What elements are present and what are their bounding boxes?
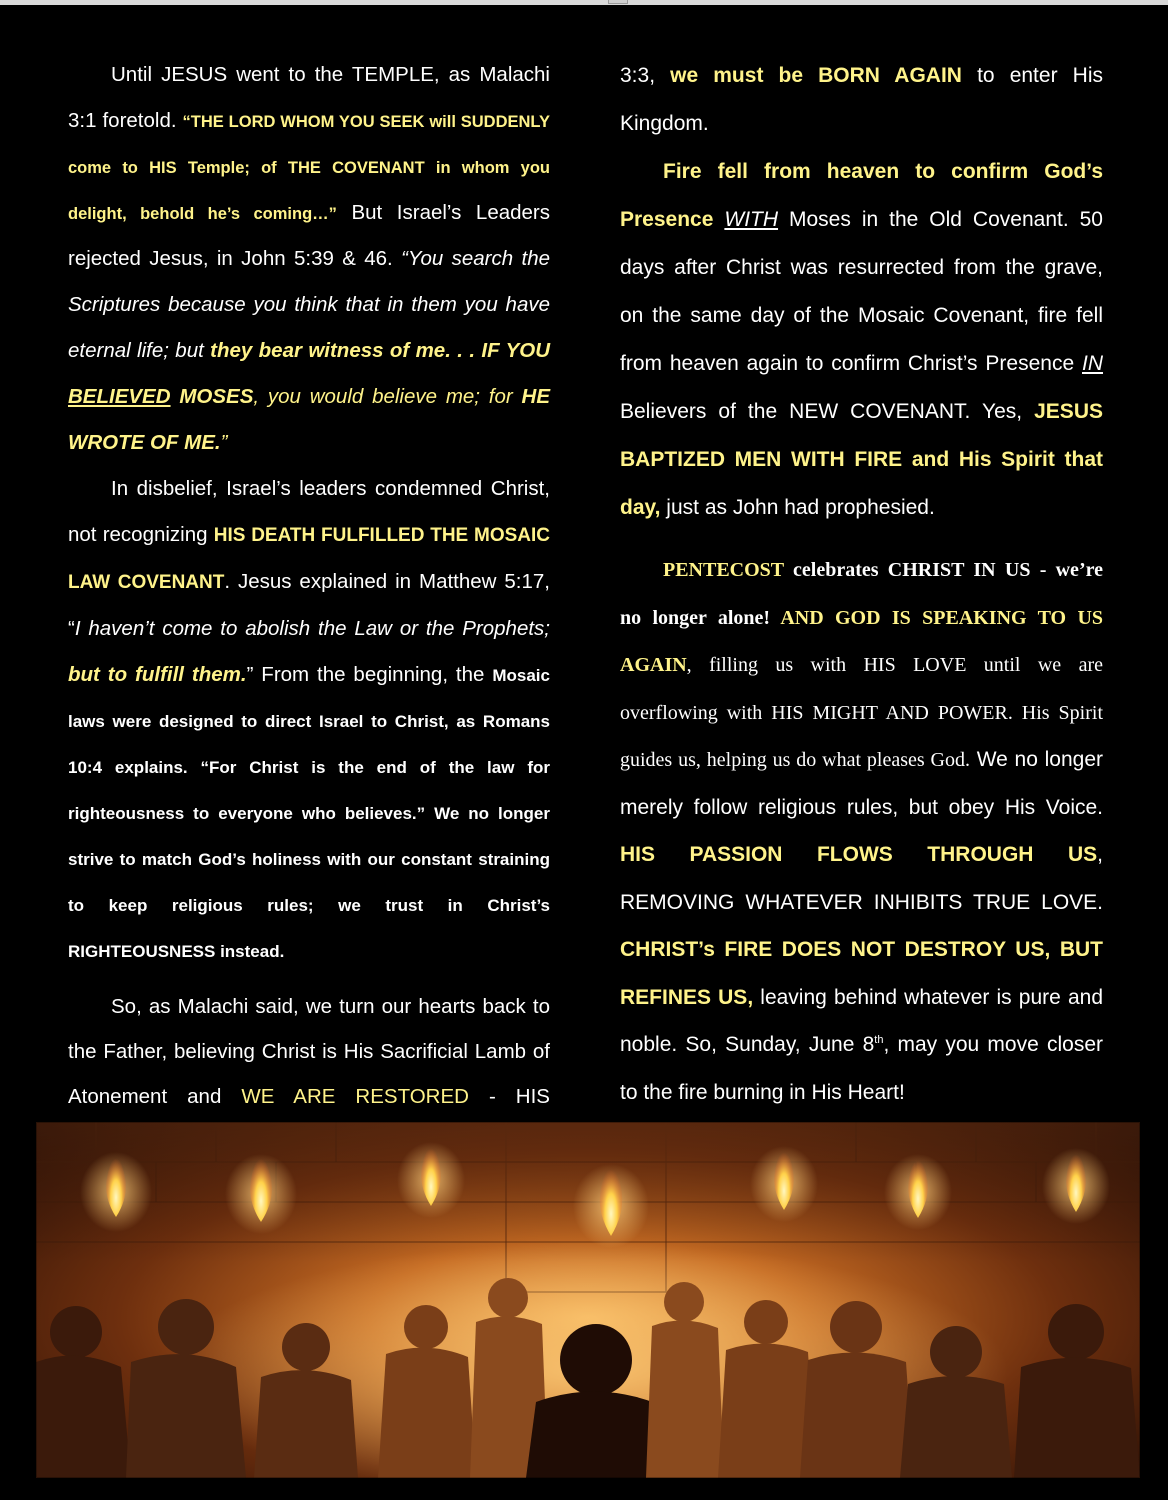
text-run: I haven’t come to abolish the Law or the Prophets; [74,617,550,640]
text-run: celebrates CHRIST IN US - we’re no longer alone! [620,559,1103,629]
flame-icon [1042,1148,1110,1224]
text-run: “You search the Scriptures because you think that in them you have eternal life; but [68,247,551,362]
text-run: WE ARE RESTORED [241,1085,469,1108]
text-run: But Israel’s Leaders rejected Jesus, in John 5:39 & 46. [68,201,550,270]
text-run: they bear witness of me. . . IF YOU [210,339,550,362]
flame-icon [884,1154,952,1230]
pentecost-scene [36,1122,1140,1478]
text-run: we must be BORN AGAIN [670,64,962,87]
top-ruler [0,0,1168,5]
text-run: just as John had prophesied. [660,496,935,519]
text-run: leaving behind whatever is pure and noble. So, Sunday, June 8 [620,985,1103,1056]
page-marker [608,0,628,4]
text-run: “THE [182,113,229,131]
text-run [713,208,724,231]
text-run: WITH [724,208,779,231]
text-run: ” [220,431,228,454]
text-run: IN [1082,352,1103,375]
text-run: Believers of the NEW COVENANT. Yes, [620,400,1035,423]
flame-icon [397,1142,465,1218]
paragraph-malachi [68,52,550,466]
text-run: Mosaic laws were designed to direct Israel to Christ, as Romans 10:4 explains. “For Christ is the end of the law for righteousness to everyone who believes.” We no longer strive to match God’s holiness with our constant straining to keep religious rules; we trust in Christ’s RIGHTEOUSNESS instead. [68,666,550,961]
paragraph-fire-fell [620,148,1103,532]
right-column [620,52,1103,1116]
text-run: HIS [149,159,177,177]
text-run: Temple; of [176,159,288,177]
paragraph-pentecost [620,546,1103,1116]
text-run: th [874,1034,884,1046]
text-run: 3:3, [620,64,671,87]
text-run: HIS PASSION FLOWS THROUGH US [620,843,1098,866]
figure [36,1306,131,1478]
text-run: JESUS BAPTIZED MEN WITH FIRE and His Spirit that day, [620,400,1103,519]
left-column [68,52,550,1164]
text-run: PENTECOST [663,559,784,581]
text-run: ” From the beginning, the [246,663,493,686]
text-run: LORD WHOM YOU SEEK [228,113,425,131]
figure [1014,1304,1140,1478]
text-run: Until JESUS went to the TEMPLE, as Malachi 3:1 foretold. [68,63,550,132]
text-run: to enter His Kingdom. [620,64,1103,135]
text-run: THE COVENANT [287,159,425,177]
text-run: We no longer merely follow religious rules, but obey His Voice. [620,748,1103,819]
text-run: in whom you delight, behold he’s coming…” [68,159,550,223]
paragraph-disbelief [68,466,550,974]
text-run: - HIS [488,1085,550,1108]
text-run: , REMOVING WHATEVER INHIBITS TRUE LOVE. [620,843,1103,914]
flame-icon [750,1146,818,1222]
text-run: In disbelief, Israel’s leaders condemned Christ, not recognizing [68,477,550,546]
flame-icon [80,1152,152,1232]
text-run: , may you move closer to the fire burning in His Heart! [620,1033,1103,1104]
text-run: , you would believe me; for [253,385,522,408]
text-run: CHRIST’s FIRE DOES NOT DESTROY US, BUT REFINES US, [620,938,1103,1009]
text-run: will SUDDENLY come to [68,113,551,177]
text-run: HIS DEATH FULFILLED THE MOSAIC LAW COVENANT [68,525,551,593]
text-run: Fire fell from heaven to confirm God’s Presence [620,160,1103,231]
text-run: , filling us with HIS LOVE until we are overflowing with HIS MIGHT AND POWER. His Spirit guides us, helping us do what pleases God. [620,654,1103,771]
text-run: AND GOD IS SPEAKING TO US AGAIN [620,606,1104,676]
text-run: MOSES [170,385,254,408]
pentecost-illustration [36,1122,1140,1478]
text-run: So, as Malachi said, we turn our hearts back to the Father, believing Christ is His Sacrificial Lamb of Atonement and [68,995,550,1108]
paragraph-born-again [620,52,1103,148]
text-run: Moses in the Old Covenant. 50 days after Christ was resurrected from the grave, on the same day of the Mosaic Covenant, fire fell from heaven again to confirm Christ’s Presence [620,208,1103,375]
text-run: . Jesus explained in Matthew 5:17, “ [68,570,550,640]
text-run: HE WROTE OF ME. [68,385,550,454]
text-run: BELIEVED [68,385,171,408]
text-run: but to fulfill them. [68,663,247,686]
